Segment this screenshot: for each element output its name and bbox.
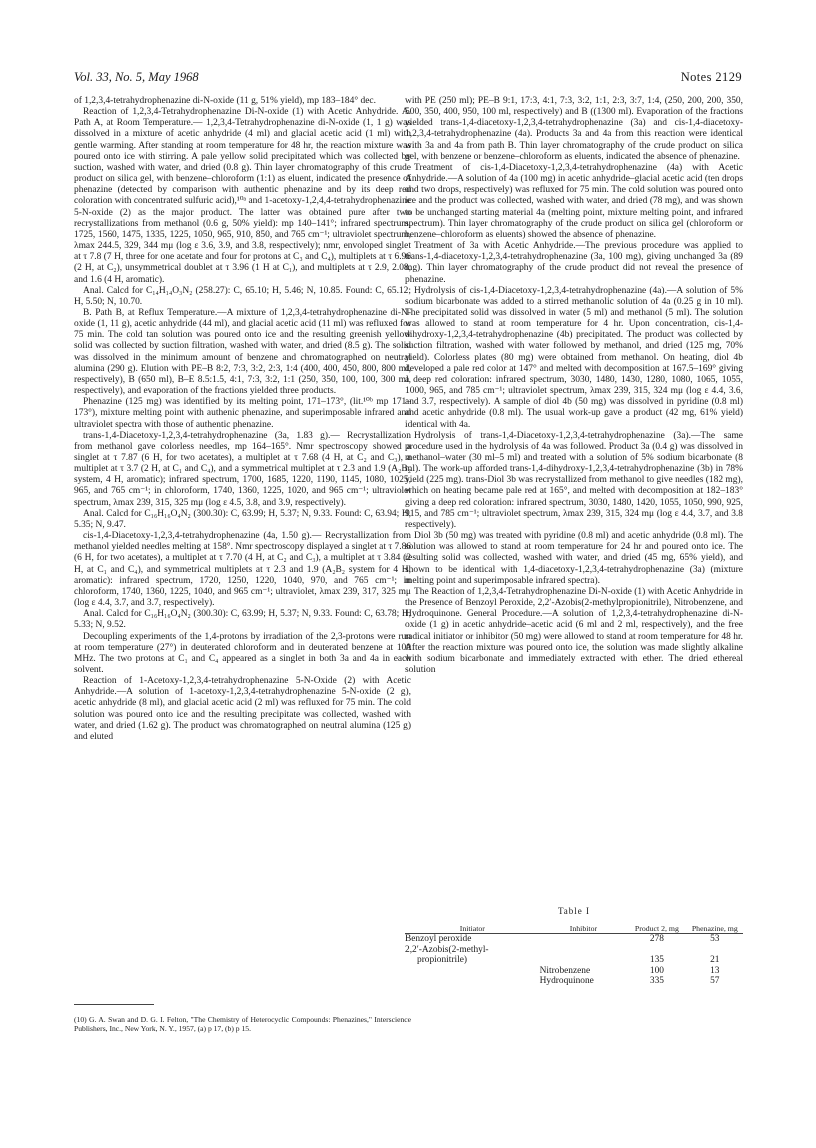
section-page-number: Notes 2129 — [680, 70, 742, 84]
table-row — [405, 966, 743, 977]
table-cell: Nitrobenzene — [539, 965, 591, 976]
table-cell: Hydroquinone — [539, 976, 594, 987]
table-header-row — [405, 924, 743, 934]
paragraph: trans-1,4-Diacetoxy-1,2,3,4-tetrahydrophenazine (3a, 1.83 g).— Recrystallization from methanol gave colorless needles, mp 164–165°. Nmr spectroscopy showed a singlet at τ 7.87 (6 H, for two acetates), a multiplet at τ 7.68 (4 H, at C₂ and C₃), a multiplet at τ 3.7 (2 H, at C₁ and C₄), and a symmetrical multiplet at τ 2.3 and 1.9 (A₂B₂ system, 4 H, aromatic); infrared spectrum, 1700, 1685, 1220, 1190, 1145, 1080, 1025, 965, and 765 cm⁻¹; in chloroform, 1740, 1360, 1225, 1020, and 965 cm⁻¹; ultraviolet spectrum, λmax 239, 315, 325 mμ (log ε 4.5, 3.8, and 3.9, respectively). — [74, 430, 411, 508]
table-cell — [627, 945, 686, 956]
table-row — [405, 934, 743, 945]
table-cell — [687, 945, 743, 956]
column-header: Initiator — [459, 924, 485, 933]
paragraph: Decoupling experiments of the 1,4-protons by irradiation of the 2,3-protons were run at room temperature (27°) in deuterated chloroform and in deuterated benzene at 100 MHz. The two protons at C₁ and C₄ appeared as a singlet in both 3a and 4a in each solvent. — [74, 631, 411, 675]
paragraph: of 1,2,3,4-tetrahydrophenazine di-N-oxide (11 g, 51% yield), mp 183–184° dec. — [74, 96, 376, 106]
paragraph: Reaction of 1-Acetoxy-1,2,3,4-tetrahydrophenazine 5-N-Oxide (2) with Acetic Anhydride.—A solution of 1-acetoxy-1,2,3,4-tetrahydrophenazine 5-N-oxide (2 g), acetic anhydride (8 ml), and glacial acetic acid (2 ml) was refluxed for 75 min. The cold solution was poured onto ice and the resulting precipitate was collected, washed with water, and dried (1.62 g). The product was chromatographed on neutral alumina (125 g) and eluted — [74, 676, 411, 742]
paragraph: cis-1,4-Diacetoxy-1,2,3,4-tetrahydrophenazine (4a, 1.50 g).— Recrystallization from methanol yielded needles melting at 158°. Nmr spectroscopy displayed a singlet at τ 7.86 (6 H, for two acetates), a multiplet at τ 7.70 (4 H, at C₂ and C₃), a multiplet at τ 3.84 (2 H, at C₁ and C₄), and symmetrical multiplets at τ 2.3 and 1.9 (A₂B₂ system for 4 H, aromatic): infrared spectrum, 1720, 1250, 1220, 1040, 970, and 765 cm⁻¹; in chloroform, 1740, 1360, 1225, 1040, and 965 cm⁻¹; ultraviolet, λmax 239, 317, 325 mμ (log ε 4.4, 3.7, and 3.7, respectively). — [74, 531, 412, 609]
paragraph: Hydrolysis of cis-1,4-Diacetoxy-1,2,3,4-tetrahydrophenazine (4a).—A solution of 5% sodium bicarbonate was added to a stirred methanolic solution of 4a (0.25 g in 10 ml). The precipitated solid was dissolved in water (5 ml) and methanol (5 ml). The solution was allowed to stand at room temperature for 4 hr. Upon concentration, cis-1,4-dihydroxy-1,2,3,4-tetrahydrophenazine (4b) precipitated. The product was collected by suction filtration, washed with water followed by methanol, and dried (125 mg, 70% yield). Colorless plates (80 mg) were obtained from methanol. On heating, diol 4b developed a pale red color at 147° and melted with decomposition at 167.5–169° giving a deep red coloration: infrared spectrum, 3030, 1480, 1430, 1280, 1080, 1065, 1055, 1000, 965, and 785 cm⁻¹; ultraviolet spectrum, λmax 239, 315, 324 mμ (log ε 4.4, 3.6, and 3.7, respectively). A sample of diol 4b (50 mg) was dissolved in pyridine (0.8 ml) and acetic anhydride (0.8 ml). The usual work-up gave a product (42 mg, 61% yield) identical with 4a. — [405, 285, 743, 430]
footnote: (10) G. A. Swan and D. G. I. Felton, "The Chemistry of Heterocyclic Compounds: Phenazines," Interscience Publishers, Inc., New York, N. Y., 1957, (a) p 17, (b) p 15. — [74, 1015, 411, 1034]
table-cell: 2,2′-Azobis(2-methyl- — [405, 944, 489, 955]
paragraph: Reaction of 1,2,3,4-Tetrahydrophenazine Di-N-oxide (1) with Acetic Anhydride. A. Path A, at Room Temperature.— 1,2,3,4-Tetrahydrophenazine di-N-oxide (1, 1 g) was dissolved in a mixture of acetic anhydride (4 ml) and glacial acetic acid (1 ml) with gentle warming. After standing at room temperature for 48 hr, the reaction mixture was poured onto ice with stirring. A pale yellow solid precipitated which was collected by suction, washed with water, and dried (0.8 g). Thin layer chromatography of this crude product on silica gel, with benzene–chloroform (1:1) as eluent, indicated the presence of phenazine (detected by comparison with authentic phenazine and by its deep red coloration with concentrated sulfuric acid),¹⁰ᵃ and 1-acetoxy-1,2,4,4-tetrahydrophenazine 5-N-oxide (2) as the major product. The latter was obtained pure after two recrystallizations from methanol (0.6 g, 50% yield): mp 140–141°; infrared spectrum, 1725, 1560, 1475, 1335, 1225, 1050, 965, 910, 850, and 765 cm⁻¹; ultraviolet spectrum, λmax 244.5, 329, 344 mμ (log ε 3.6, 3.9, and 3.8, respectively); nmr, envoloped singlet at τ 7.8 (7 H, three for one acetate and four for protons at C₃ and C₄), multiplets at τ 6.96 (2 H, at C₂), unsymmetrical doublet at τ 3.96 (1 H at C₁), and multiplets at τ 2.9, 2.08, and 1.6 (4 H, aromatic). — [74, 107, 411, 285]
paragraph: Treatment of cis-1,4-Diacetoxy-1,2,3,4-tetrahydrophenazine (4a) with Acetic Anhydride.—A solution of 4a (100 mg) in acetic anhydride–glacial acetic acid (ten drops and two drops, respectively) was refluxed for 75 min. The cold solution was poured onto ice and the product was collected, washed with water, and dried (78 mg), and was shown to be unchanged starting material 4a (melting point, mixture melting point, and infrared spectrum). Thin layer chromatography of the crude product on silica gel (chloroform or benzene–chloroform as eluents) showed the absence of phenazine. — [405, 162, 743, 240]
footnote-rule — [74, 1004, 154, 1005]
table-cell — [405, 966, 540, 977]
table-row — [405, 955, 743, 966]
table-row — [405, 945, 743, 956]
table-cell: 53 — [710, 934, 720, 944]
table-cell: 57 — [710, 976, 720, 987]
paragraph: Anal. Calcd for C₁₆H₁₆O₄N₂ (300.30): C, 63.99; H, 5.37; N, 9.33. Found: C, 63.78; H, 5.33; N, 9.52. — [74, 609, 411, 631]
column-header: Product 2, mg — [634, 924, 679, 933]
table-cell: 100 — [649, 965, 664, 976]
table-cell — [405, 976, 540, 987]
paragraph: with PE (250 ml); PE–B 9:1, 17:3, 4:1, 7:3, 3:2, 1:1, 2:3, 3:7, 1:4, (250, 200, 200, 350, 500, 350, 400, 950, 100 ml, respectively) and B ((1300 ml). Evaporation of the fractions yielded trans-1,4-diacetoxy-1,2,3,4-tetrahydrophenazine (3a) and cis-1,4-diacetoxy-1,2,3,4-tetrahydrophenazine (4a). Products 3a and 4a from this reaction were identical with 3a and 4a from path B. Thin layer chromatography of the crude product on silica gel, with benzene or benzene–chloroform as eluents, indicated the absence of phenazine. — [405, 96, 743, 162]
paragraph: Hydrolysis of trans-1,4-Diacetoxy-1,2,3,4-tetrahydrophenazine (3a).—The same procedure used in the hydrolysis of 4a was followed. Product 3a (0.4 g) was dissolved in methanol–water (30 ml–5 ml) and treated with a solution of 5% sodium bicarbonate (8 ml). The work-up afforded trans-1,4-dihydroxy-1,2,3,4-tetrahydrophenazine (3b) in 78% yield (225 mg). trans-Diol 3b was recrystallized from methanol to give needles (182 mg), which on heating became pale red at 165°, and melted with decomposition at 182–183° giving a deep red coloration: infrared spectrum, 3030, 1480, 1420, 1055, 1050, 990, 925, 915, and 785 cm⁻¹; ultraviolet spectrum, λmax 239, 315, 324 mμ (log ε 4.4, 3.7, and 3.8 respectively). — [405, 430, 743, 530]
table-cell: 135 — [649, 955, 664, 966]
results-table — [405, 924, 743, 987]
table-cell: 21 — [710, 955, 720, 966]
table-cell — [540, 934, 628, 945]
paragraph: Phenazine (125 mg) was identified by its melting point, 171–173°, (lit.¹⁰ᵇ mp 171–173°), mixture melting point with authenic phenazine, and superimposable infrared and ultraviolet spectra with those of authentic phenazine. — [74, 397, 411, 430]
paragraph: B. Path B, at Reflux Temperature.—A mixture of 1,2,3,4-tetrahydrophenazine di-N-oxide (1, 11 g), acetic anhydride (44 ml), and glacial acetic acid (11 ml) was refluxed for 75 min. The cold tan solution was poured onto ice and the resulting greenish yellow solid was collected by suction filtration, washed with water, and dried (8.5 g). The solid was dissolved in the minimum amount of benzene and chromatographed on neutral alumina (290 g). Elution with PE–B 8:2, 7:3, 3:2, 2:3, 1:4 (400, 400, 450, 800, 800 ml, respectively), B (650 ml), B–E 8.5:1.5, 4:1, 7:3, 3:2, 1:1 (250, 350, 100, 100, 300 ml, respectively), and evaporation of the fractions yielded three products. — [74, 307, 411, 397]
paragraph: Anal. Calcd for C₁₄H₁₄O₃N₂ (258.27): C, 65.10; H, 5.46; N, 10.85. Found: C, 65.12; H, 5.50; N, 10.70. — [74, 285, 411, 307]
table-cell: 13 — [710, 965, 720, 976]
table-cell: propionitrile) — [417, 955, 467, 966]
table-cell: 278 — [649, 934, 664, 944]
right-column — [405, 96, 743, 676]
left-column — [74, 96, 411, 743]
paragraph: Diol 3b (50 mg) was treated with pyridine (0.8 ml) and acetic anhydride (0.8 ml). The solution was allowed to stand at room temperature for 24 hr and poured onto ice. The resulting solid was collected, washed with water, and dried (45 mg, 65% yield), and shown to be identical with 1,4-diacetoxy-1,2,3,4-tetrahydrophenazine (3a) (mixture melting point and superimposable infrared spectra). — [405, 531, 743, 586]
table-cell — [540, 955, 628, 966]
paragraph: Treatment of 3a with Acetic Anhydride.—The previous procedure was applied to trans-1,4-diacetoxy-1,2,3,4-tetrahydrophenazine (3a, 100 mg), giving unchanged 3a (89 mg). Thin layer chromatography of the crude product did not reveal the presence of phenazine. — [405, 241, 743, 285]
table-row — [405, 976, 743, 987]
running-header — [74, 70, 742, 86]
journal-citation: Vol. 33, No. 5, May 1968 — [74, 70, 199, 84]
table-cell — [540, 945, 628, 956]
column-header: Phenazine, mg — [691, 924, 738, 933]
table-cell: Benzoyl peroxide — [405, 934, 472, 944]
column-header: Inhibitor — [569, 924, 598, 933]
paragraph: Anal. Calcd for C₁₆H₁₆O₄N₂ (300.30): C, 63.99; H, 5.37; N, 9.33. Found: C, 63.94; H, 5.35; N, 9.47. — [74, 508, 411, 530]
paragraph: The Reaction of 1,2,3,4-Tetrahydrophenazine Di-N-oxide (1) with Acetic Anhydride in the Presence of Benzoyl Peroxide, 2,2′-Azobis(2-methylpropionitrile), Nitrobenzene, and Hydroquinone. General Procedure.—A solution of 1,2,3,4-tetrahydrophenazine di-N-oxide (1 g) in acetic anhydride–acetic acid (6 ml and 2 ml, respectively), and the free radical initiator or inhibitor (50 mg) were allowed to stand at room temperature for 48 hr. After the reaction mixture was poured onto ice, the solution was made slightly alkaline with sodium bicarbonate and immediately extracted with ether. The dried ethereal solution — [405, 586, 743, 675]
table-title: Table I — [557, 906, 591, 916]
table-cell: 335 — [649, 976, 664, 987]
